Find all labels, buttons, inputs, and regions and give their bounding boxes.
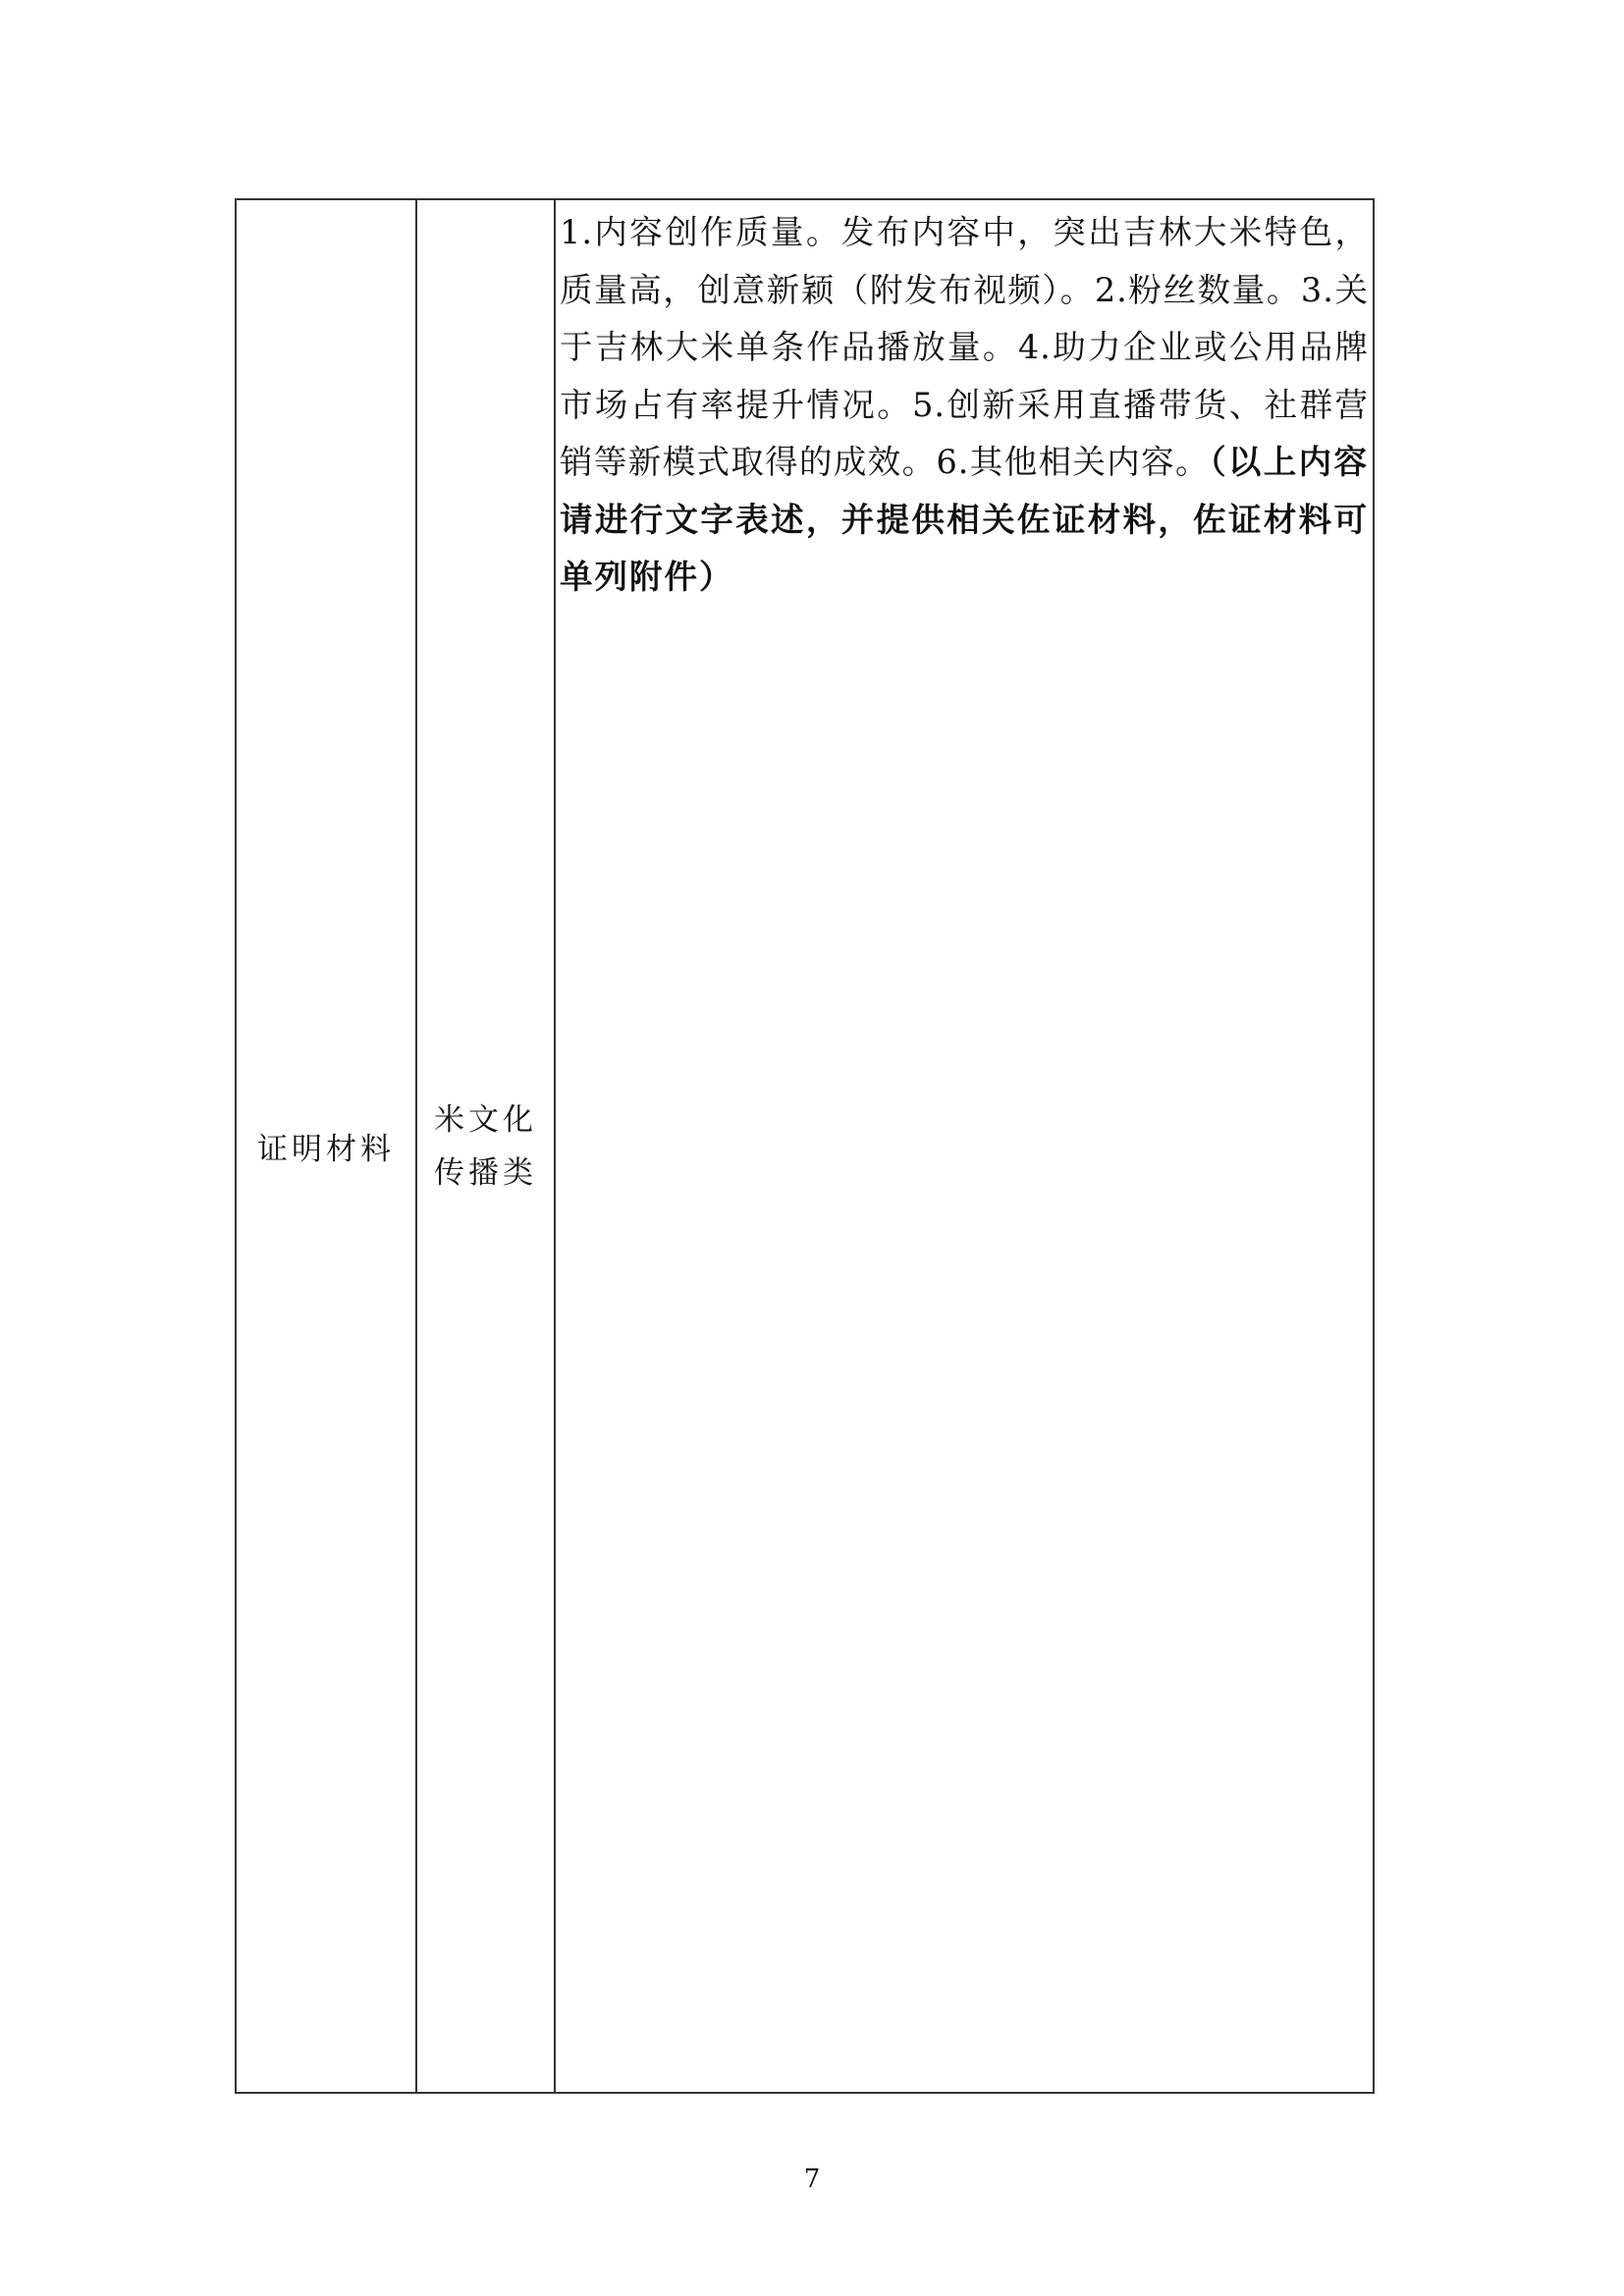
category-label	[434, 1094, 537, 1200]
content-note: （以上内容请进行文字表述，并提供相关佐证材料，佐证材料可单列附件）	[560, 443, 1370, 596]
section-label: 证明材料	[257, 1132, 395, 1167]
table-row	[236, 199, 1374, 2093]
content-text: 1.内容创作质量。发布内容中，突出吉林大米特色，质量高，创意新颖（附发布视频）。2.粉丝数量。3.关于吉林大米单条作品播放量。4.助力企业或公用品牌市场占有率提升情况。5.创新采用直播带货、社群营销等新模式取得的成效。6.其他相关内容。	[560, 213, 1369, 481]
category-cell	[416, 199, 555, 2093]
category-label-line2: 传播类	[434, 1154, 537, 1191]
content-cell	[555, 199, 1374, 2093]
evidence-materials-table	[235, 198, 1375, 2094]
page-number: 7	[803, 2164, 821, 2194]
content-paragraph	[556, 200, 1373, 607]
section-cell	[236, 199, 416, 2093]
category-label-line1: 米文化	[434, 1101, 537, 1138]
